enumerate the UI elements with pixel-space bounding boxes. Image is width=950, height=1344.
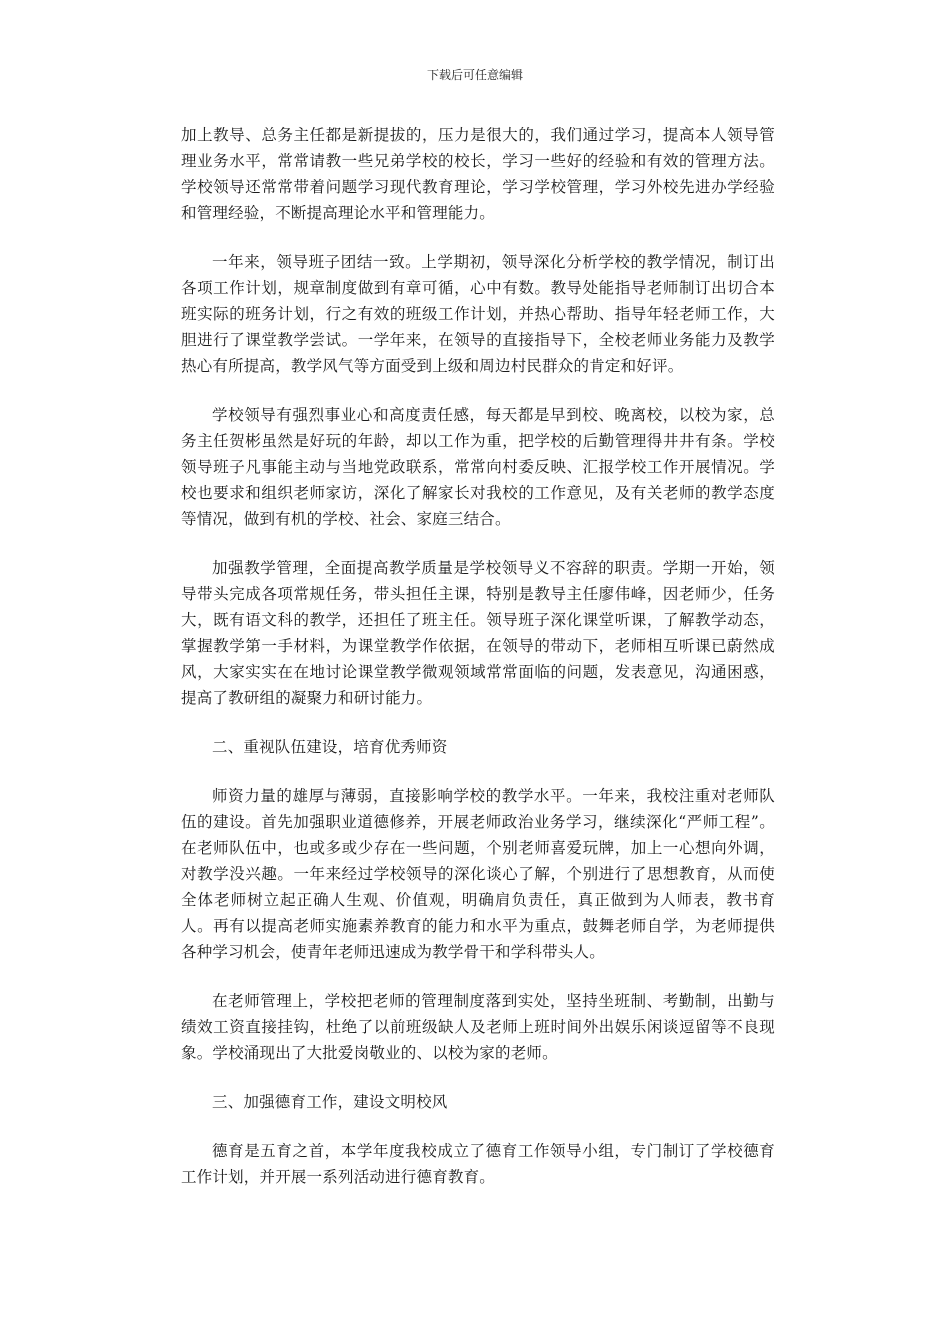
paragraph-teaching-management: 加强教学管理，全面提高教学质量是学校领导义不容辞的职责。学期一开始，领导带头完成各项常规任务，带头担任主课，特别是教导主任廖伟峰，因老师少，任务大，既有语文科的教学，还担任了班主任。领导班子深化课堂听课，了解教学动态，掌握教学第一手材料，为课堂教学作依据，在领导的带动下，老师相互听课已蔚然成风，大家实实在在地讨论课堂教学微观领域常常面临的问题，发表意见，沟通困惑，提高了教研组的凝聚力和研讨能力。: [181, 559, 775, 707]
paragraph-teacher-management: 在老师管理上，学校把老师的管理制度落到实处，坚持坐班制、考勤制，出勤与绩效工资直接挂钩，杜绝了以前班级缺人及老师上班时间外出娱乐闲谈逗留等不良现象。学校涌现出了大批爱岗敬业的、以校为家的老师。: [181, 992, 775, 1062]
document-body: [181, 122, 775, 1213]
header-note: 下载后可任意编辑: [426, 68, 523, 82]
paragraph-teacher-team: 师资力量的雄厚与薄弱，直接影响学校的教学水平。一年来，我校注重对老师队伍的建设。首先加强职业道德修养，开展老师政治业务学习，继续深化“严师工程”。在老师队伍中，也或多或少存在一些问题，个别老师喜爱玩牌，加上一心想向外调，对教学没兴趣。一年来经过学校领导的深化谈心了解，个别进行了思想教育，从而使全体老师树立起正确人生观、价值观，明确肩负责任，真正做到为人师表，教书育人。再有以提高老师实施素养教育的能力和水平为重点，鼓舞老师自学，为老师提供各种学习机会，使青年老师迅速成为教学骨干和学科带头人。: [181, 787, 775, 961]
paragraph-leadership-unity: 一年来，领导班子团结一致。上学期初，领导深化分析学校的教学情况，制订出各项工作计划，规章制度做到有章可循，心中有数。教导处能指导老师制订出切合本班实际的班务计划，行之有效的班级工作计划，并热心帮助、指导年轻老师工作，大胆进行了课堂教学尝试。一学年来，在领导的直接指导下，全校老师业务能力及教学热心有所提高，教学风气等方面受到上级和周边村民群众的肯定和好评。: [181, 253, 775, 375]
section-heading-team-building: 二、重视队伍建设，培育优秀师资: [212, 738, 448, 756]
section-heading-moral-education: 三、加强德育工作，建设文明校风: [212, 1093, 448, 1111]
paragraph-moral-education: 德育是五育之首，本学年度我校成立了德育工作领导小组，专门制订了学校德育工作计划，并开展一系列活动进行德育教育。: [181, 1142, 775, 1186]
paragraph-leadership-responsibility: 学校领导有强烈事业心和高度责任感，每天都是早到校、晚离校，以校为家，总务主任贺彬虽然是好玩的年龄，却以工作为重，把学校的后勤管理得井井有条。学校领导班子凡事能主动与当地党政联系，常常向村委反映、汇报学校工作开展情况。学校也要求和组织老师家访，深化了解家长对我校的工作意见，及有关老师的教学态度等情况，做到有机的学校、社会、家庭三结合。: [181, 406, 775, 528]
paragraph-continuation: 加上教导、总务主任都是新提拔的，压力是很大的，我们通过学习，提高本人领导管理业务水平，常常请教一些兄弟学校的校长，学习一些好的经验和有效的管理方法。学校领导还常常带着问题学习现代教育理论，学习学校管理，学习外校先进办学经验和管理经验，不断提高理论水平和管理能力。: [181, 126, 775, 222]
